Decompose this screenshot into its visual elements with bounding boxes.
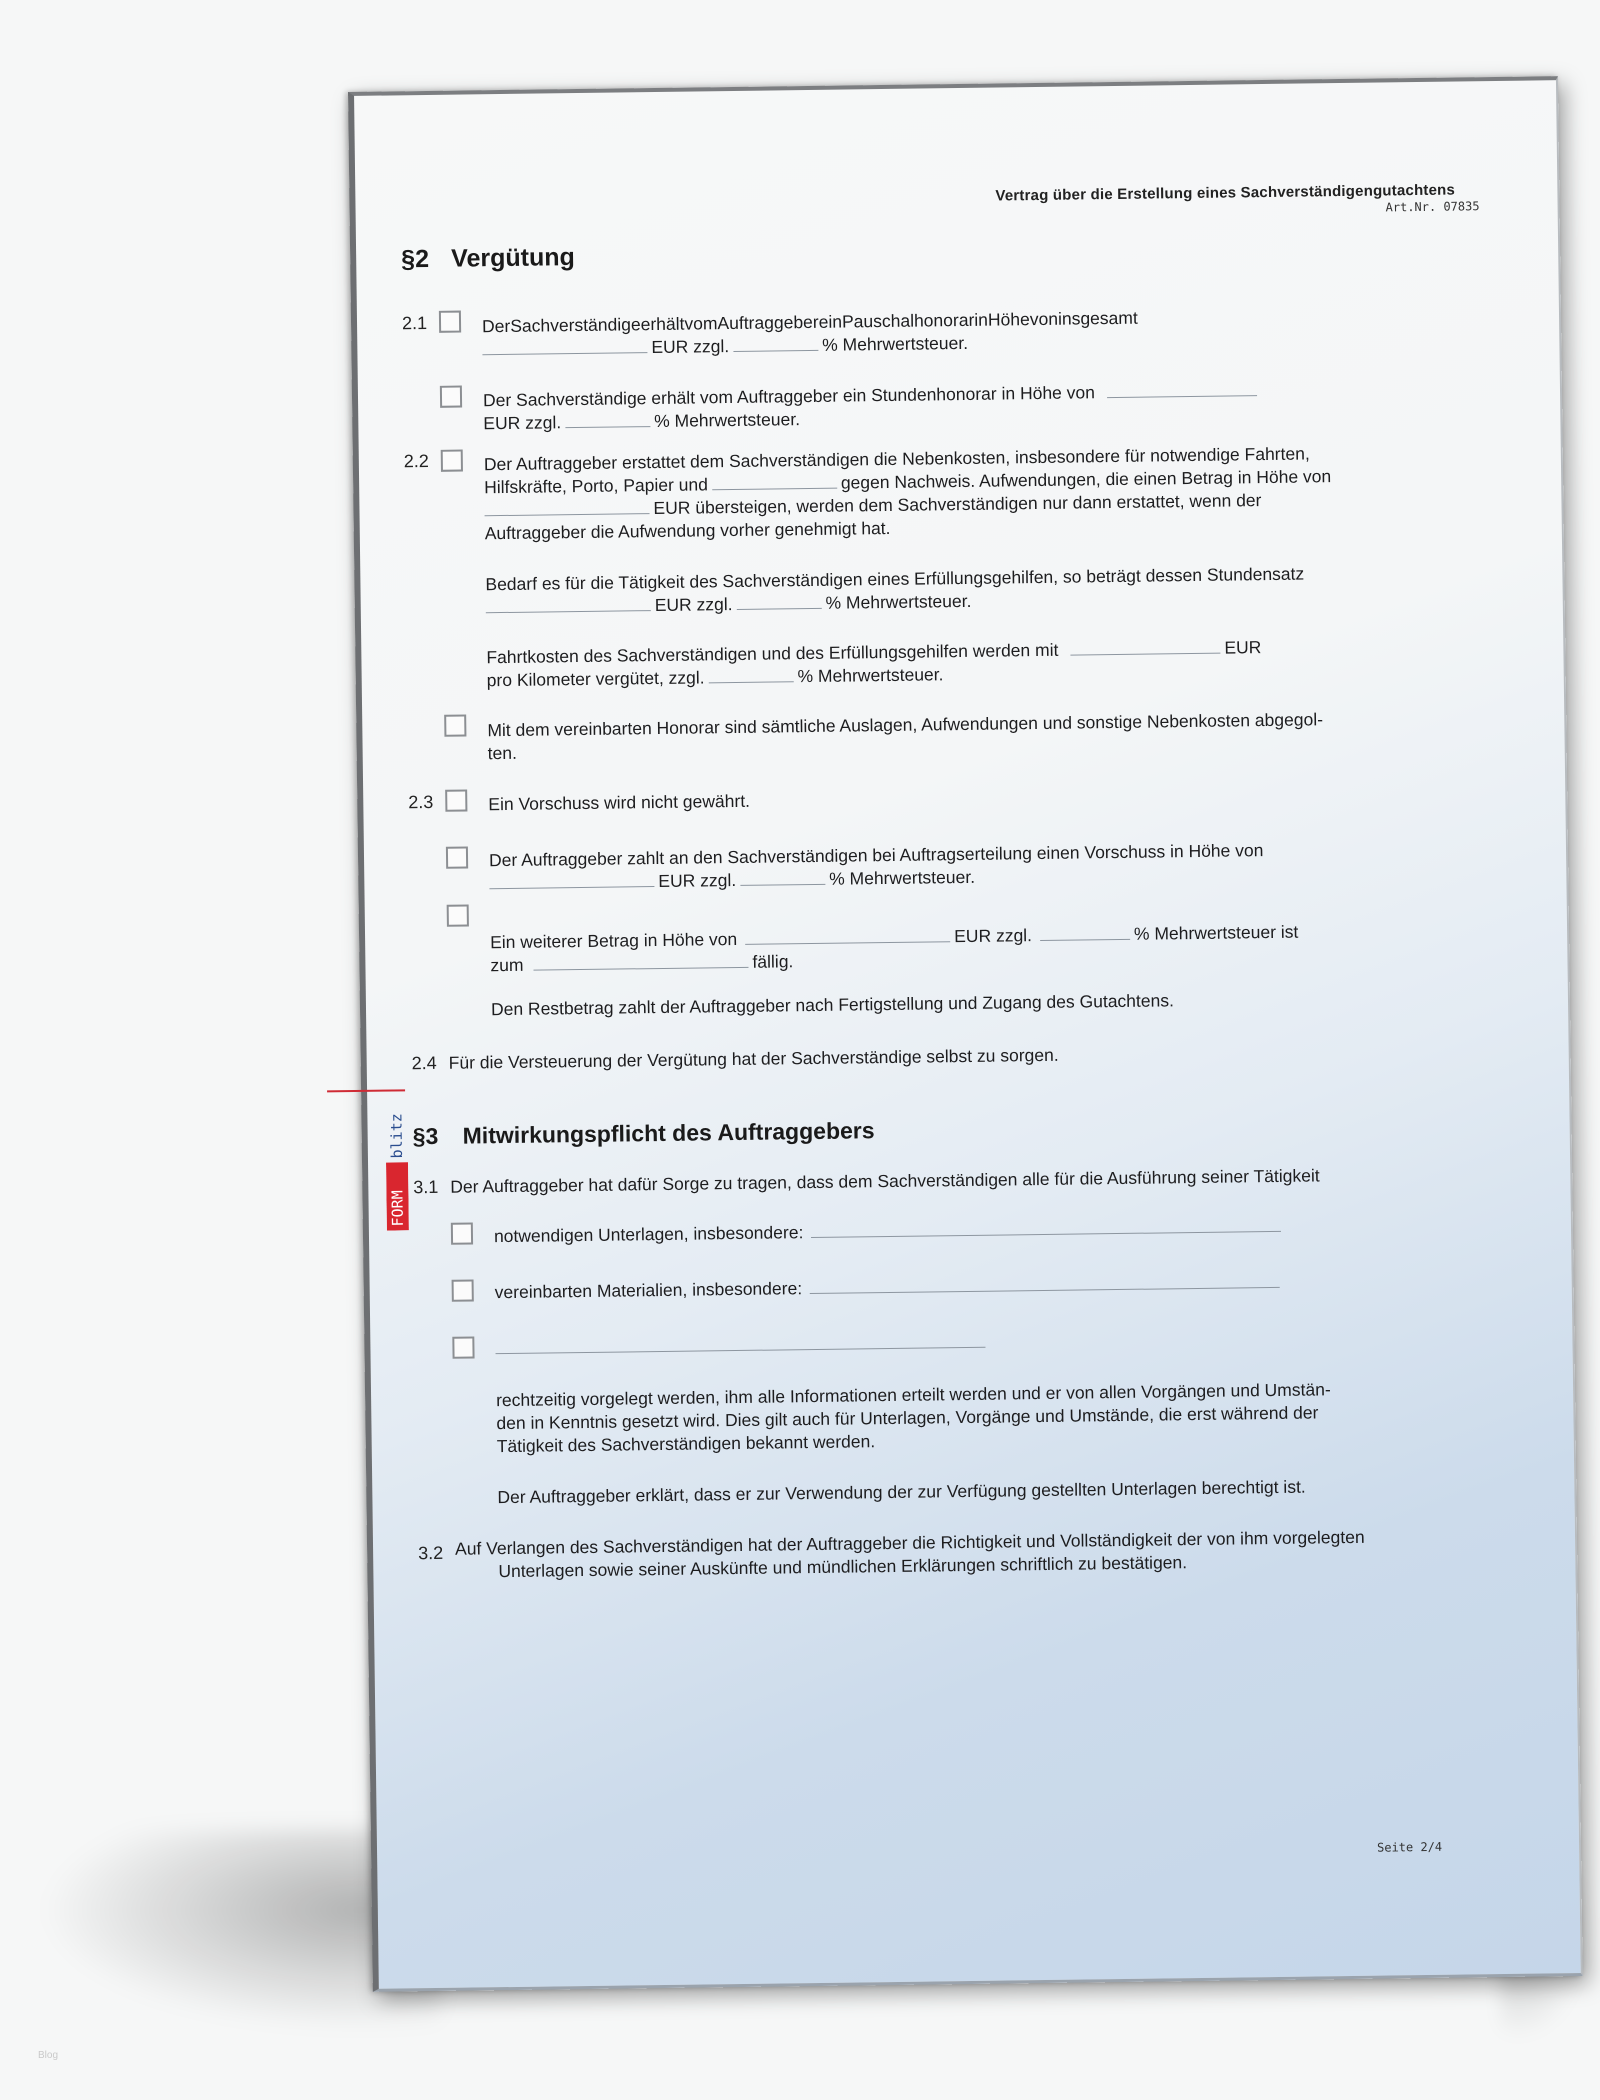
text: EUR zzgl.: [654, 594, 733, 616]
amount-blank[interactable]: [486, 596, 651, 613]
clause-number: 2.3: [408, 791, 434, 813]
clause-2-2-line-4: Auftraggeber die Aufwendung vorher genehmigt hat.: [484, 517, 891, 544]
clause-number: 2.1: [401, 312, 428, 334]
text: % Mehrwertsteuer.: [825, 590, 972, 613]
text: Hilfskräfte, Porto, Papier und: [484, 474, 709, 498]
text: vereinbarten Materialien, insbesondere:: [494, 1278, 803, 1303]
section-2-title: Vergütung: [451, 243, 575, 273]
expense-blank[interactable]: [712, 474, 837, 491]
materials-blank[interactable]: [810, 1273, 1280, 1294]
clause-2-2-b-line-2: ten.: [487, 742, 517, 764]
text: Der Sachverständige erhält vom Auftraggeber ein Stundenhonorar in Höhe von: [482, 382, 1096, 411]
checkbox-2-3-kein-vorschuss[interactable]: [445, 790, 467, 812]
clause-2-3b-line-1: Der Auftraggeber zahlt an den Sachverständigen bei Auftragserteilung einen Vorschuss in Höhe von: [488, 840, 1264, 871]
section-2-number: §2: [401, 244, 430, 274]
word: Der: [481, 315, 511, 337]
text: EUR zzgl.: [954, 925, 1033, 947]
checkbox-2-1-pauschal[interactable]: [439, 311, 461, 333]
text: % Mehrwertsteuer.: [829, 866, 976, 889]
text: % Mehrwertsteuer ist: [1133, 921, 1299, 944]
document-page: [348, 76, 1583, 1992]
amount-blank[interactable]: [489, 872, 654, 889]
text: fällig.: [752, 951, 794, 972]
text: % Mehrwertsteuer.: [797, 664, 944, 687]
formblitz-logo: [385, 1090, 409, 1230]
word: Sachverständige: [510, 314, 641, 336]
option-custom: [495, 1332, 989, 1359]
document-header-title: Vertrag über die Erstellung eines Sachverständigengutachtens: [995, 181, 1456, 205]
custom-blank[interactable]: [495, 1333, 985, 1354]
page-number: Seite 2/4: [1376, 1839, 1443, 1855]
clause-3-1-para-line-2: den in Kenntnis gesetzt wird. Dies gilt auch für Unterlagen, Vorgänge und Umstände, die erst während der: [496, 1402, 1319, 1434]
section-2-heading: [401, 243, 575, 274]
clause-number: 3.2: [418, 1542, 444, 1564]
clause-2-2-para-2-line-2: [486, 591, 972, 618]
text: EUR übersteigen, werden dem Sachverständigen nur dann erstattet, wenn der: [653, 490, 1262, 519]
clause-2-3c-line-2: [490, 951, 793, 976]
text: EUR zzgl.: [658, 869, 737, 892]
article-number: Art.Nr. 07835: [1385, 199, 1480, 215]
km-rate-blank[interactable]: [1070, 639, 1220, 656]
vat-blank[interactable]: [733, 336, 818, 352]
clause-2-3a: Ein Vorschuss wird nicht gewährt.: [488, 790, 751, 815]
date-blank[interactable]: [533, 953, 748, 971]
amount-blank[interactable]: [484, 499, 649, 516]
clause-number: 2.2: [403, 450, 429, 472]
word: Pauschalhonorar: [841, 309, 975, 332]
word: vom: [684, 313, 718, 334]
clause-2-3c-line-1: [490, 922, 1298, 954]
checkbox-2-3-vorschuss[interactable]: [446, 846, 468, 868]
clause-2-1a-line-2: [482, 333, 968, 360]
text: notwendigen Unterlagen, insbesondere:: [493, 1222, 804, 1247]
clause-2-1b-line-2: [483, 409, 800, 434]
clause-2-3d: Den Restbetrag zahlt der Auftraggeber nach Fertigstellung und Zugang des Gutachtens.: [490, 990, 1175, 1020]
amount-blank[interactable]: [745, 927, 950, 945]
clause-2-1b-line-1: [483, 380, 1261, 411]
word: Auftraggeber: [717, 311, 819, 334]
word: insgesamt: [1057, 307, 1138, 329]
clause-3-1: Der Auftraggeber hat dafür Sorge zu tragen, dass dem Sachverständigen alle für die Ausführung seiner Tätigkeit: [450, 1165, 1320, 1197]
text: gegen Nachweis. Aufwendungen, die einen Betrag in Höhe von: [840, 466, 1332, 493]
vat-blank[interactable]: [1040, 925, 1130, 941]
watermark-text: Blog: [38, 2050, 59, 2061]
text: % Mehrwertsteuer.: [653, 409, 801, 432]
clause-3-1-para-2: Der Auftraggeber erklärt, dass er zur Verwendung der zur Verfügung gestellten Unterlagen berechtigt ist.: [497, 1476, 1306, 1508]
word: Höhe: [987, 309, 1030, 330]
text: EUR: [1224, 637, 1262, 658]
clause-2-2-b-line-1: Mit dem vereinbarten Honorar sind sämtliche Auslagen, Aufwendungen und sonstige Nebenkosten abgegol-: [487, 709, 1324, 741]
logo-form-text: FORM: [388, 1190, 407, 1227]
checkbox-3-1-sonstiges[interactable]: [452, 1336, 474, 1358]
vat-blank[interactable]: [740, 870, 825, 886]
option-unterlagen: [494, 1216, 1286, 1247]
checkbox-3-1-materialien[interactable]: [452, 1279, 474, 1301]
clause-3-2-line-1: Auf Verlangen des Sachverständigen hat der Auftraggeber die Richtigkeit und Vollständigkeit der von ihm vorgelegten: [454, 1526, 1365, 1559]
text: EUR zzgl.: [483, 412, 562, 434]
clause-2-3b-line-2: [489, 867, 975, 894]
clause-number: 3.1: [413, 1176, 439, 1198]
clause-2-2-para-3-line-1: [486, 637, 1261, 668]
hourly-rate-blank[interactable]: [1107, 381, 1257, 398]
word: ein: [818, 311, 843, 332]
checkbox-2-3-weiterer-betrag[interactable]: [447, 904, 469, 926]
checkbox-2-1-stunden[interactable]: [440, 386, 462, 408]
vat-blank[interactable]: [736, 594, 821, 610]
text: % Mehrwertsteuer.: [822, 332, 969, 355]
clause-number: 2.4: [411, 1052, 437, 1074]
word: von: [1029, 308, 1059, 330]
option-materialien: [495, 1272, 1285, 1303]
text: Fahrtkosten des Sachverständigen und des Erfüllungsgehilfen werden mit: [486, 639, 1059, 668]
amount-blank[interactable]: [482, 338, 647, 355]
text: zum: [490, 954, 524, 976]
word: erhält: [640, 313, 685, 335]
clause-3-2-line-2: Unterlagen sowie seiner Auskünfte und mündlichen Erklärungen schriftlich zu bestätigen.: [498, 1552, 1188, 1582]
checkbox-3-1-unterlagen[interactable]: [451, 1222, 473, 1244]
clause-2-1a-line-1: [481, 307, 1138, 337]
section-3-heading: [413, 1117, 875, 1150]
word: in: [974, 309, 989, 330]
clause-2-2-para-2-line-1: Bedarf es für die Tätigkeit des Sachverständigen eines Erfüllungsgehilfen, so beträgt dessen Stundensatz: [485, 563, 1305, 595]
text: EUR zzgl.: [651, 336, 730, 358]
text: Ein weiterer Betrag in Höhe von: [490, 928, 738, 953]
clause-2-4: Für die Versteuerung der Vergütung hat der Sachverständige selbst zu sorgen.: [448, 1044, 1059, 1073]
checkbox-2-2-nebenkosten[interactable]: [441, 450, 463, 472]
documents-blank[interactable]: [811, 1217, 1281, 1238]
vat-blank[interactable]: [708, 667, 793, 683]
vat-blank[interactable]: [565, 412, 650, 428]
logo-blitz-text: blitz: [387, 1113, 406, 1159]
section-3-title: Mitwirkungspflicht des Auftraggebers: [462, 1117, 875, 1149]
text: pro Kilometer vergütet, zzgl.: [486, 667, 705, 691]
clause-2-2-para-3-line-2: [487, 664, 944, 691]
section-3-number: §3: [412, 1122, 439, 1150]
checkbox-2-2-pauschal-abgegolten[interactable]: [444, 715, 466, 737]
clause-3-1-para-line-3: Tätigkeit des Sachverständigen bekannt werden.: [496, 1431, 876, 1457]
clause-2-2-line-1: Der Auftraggeber erstattet dem Sachverständigen die Nebenkosten, insbesondere für notwendige Fahrten,: [483, 443, 1310, 475]
clause-3-1-para-line-1: rechtzeitig vorgelegt werden, ihm alle Informationen erteilt werden und er von allen Vorgängen und Umstän-: [496, 1379, 1331, 1411]
